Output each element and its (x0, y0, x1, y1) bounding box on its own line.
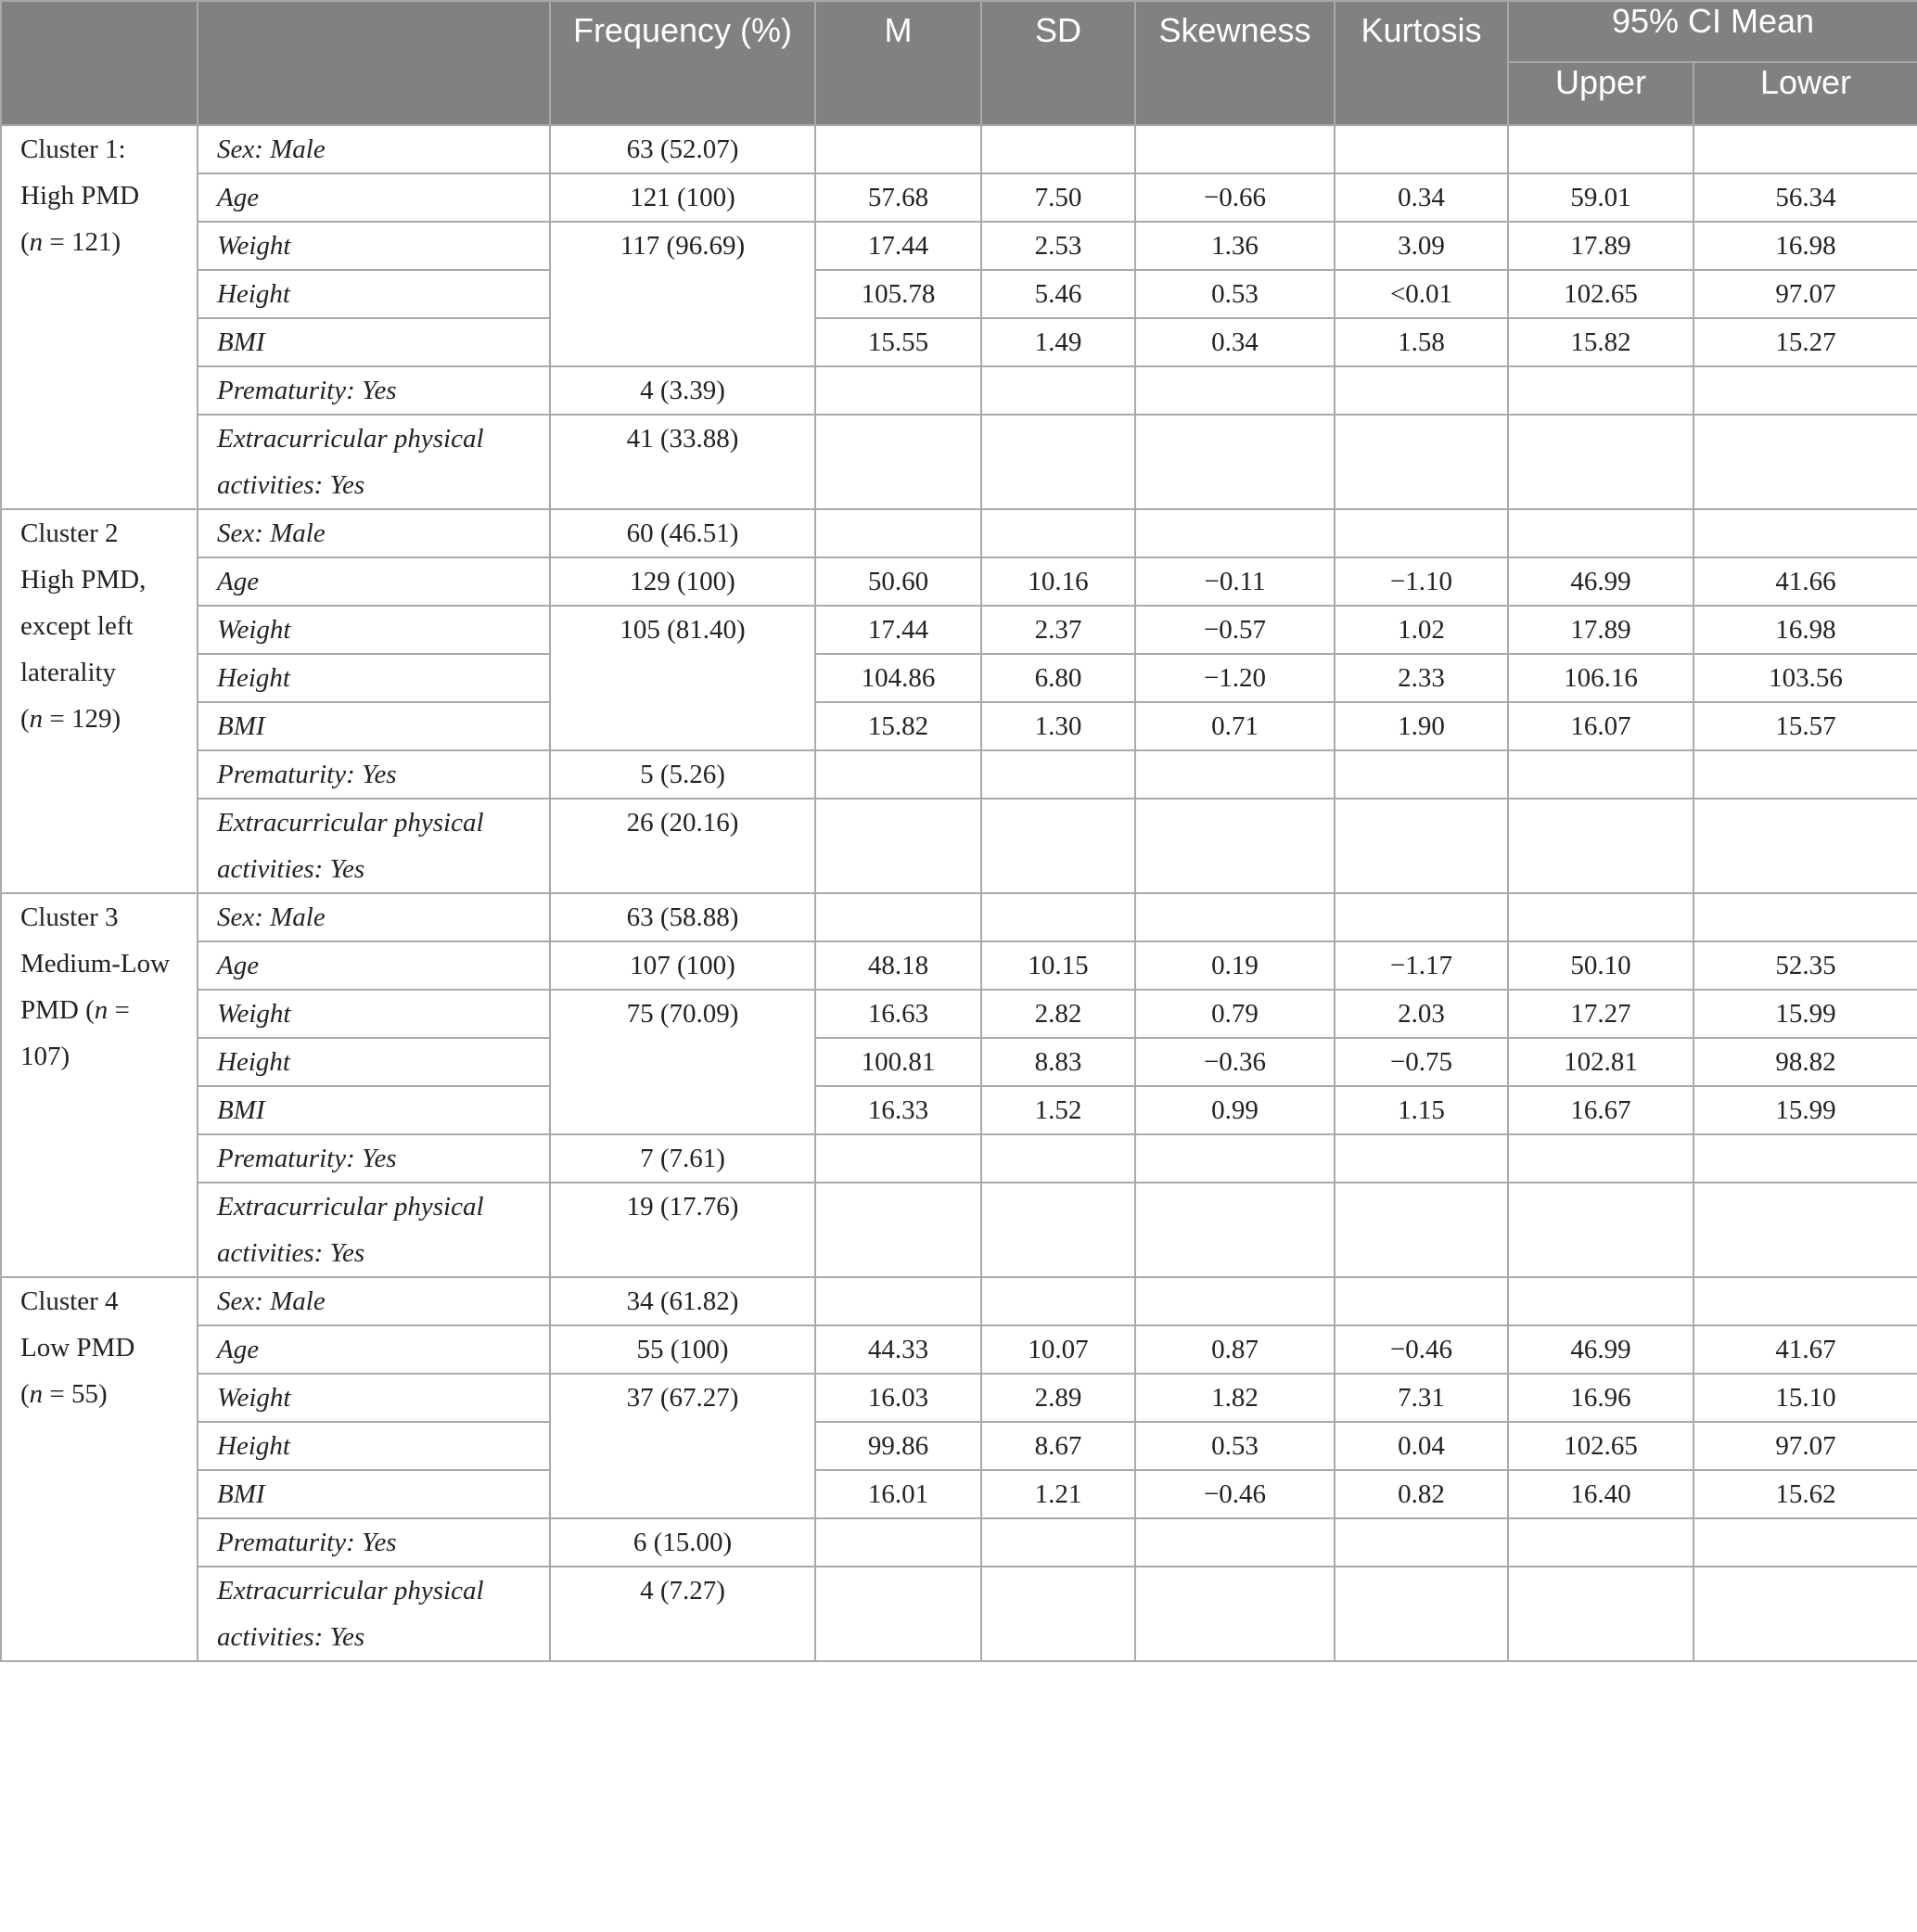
table-row (1, 1567, 1917, 1661)
kurt-cell: 0.34 (1335, 173, 1508, 222)
kurt-cell: 1.90 (1335, 702, 1508, 750)
kurt-cell: 0.04 (1335, 1422, 1508, 1470)
table-row (1, 1277, 1917, 1325)
frequency-cell: 6 (15.00) (550, 1518, 815, 1567)
upper-cell: 16.96 (1508, 1374, 1693, 1422)
cluster-label (1, 509, 198, 893)
variable-label: BMI (198, 702, 550, 750)
variable-label: Height (198, 270, 550, 318)
kurt-cell (1335, 893, 1508, 941)
cluster-n-line (20, 1371, 178, 1417)
kurt-cell (1335, 1567, 1508, 1661)
table-row (1, 750, 1917, 799)
variable-label: Prematurity: Yes (198, 750, 550, 799)
m-cell: 104.86 (815, 654, 981, 702)
lower-cell: 56.34 (1693, 173, 1917, 222)
variable-label: Sex: Male (198, 893, 550, 941)
table-row (1, 893, 1917, 941)
variable-label: Height (198, 1038, 550, 1086)
skew-cell (1135, 125, 1335, 173)
cluster-label-line: Cluster 2 (20, 518, 119, 548)
m-cell: 99.86 (815, 1422, 981, 1470)
skew-cell (1135, 509, 1335, 557)
table-row (1, 990, 1917, 1038)
header-blank-variable (198, 1, 550, 125)
m-cell (815, 1518, 981, 1567)
frequency-cell: 19 (17.76) (550, 1183, 815, 1277)
cluster-label-line: Cluster 1: (20, 134, 126, 164)
sd-cell (981, 799, 1135, 893)
kurt-cell: 2.03 (1335, 990, 1508, 1038)
kurt-cell (1335, 125, 1508, 173)
variable-label: Prematurity: Yes (198, 366, 550, 415)
frequency-cell: 41 (33.88) (550, 415, 815, 509)
sd-cell (981, 1567, 1135, 1661)
kurt-cell: 0.82 (1335, 1470, 1508, 1518)
upper-cell: 16.67 (1508, 1086, 1693, 1134)
skew-cell: −0.36 (1135, 1038, 1335, 1086)
cluster-n-value: = 129) (43, 704, 121, 734)
cluster-n-line (20, 696, 178, 742)
table-row (1, 941, 1917, 990)
variable-label-line: activities: Yes (217, 854, 365, 884)
upper-cell (1508, 1134, 1693, 1183)
m-cell (815, 1277, 981, 1325)
lower-cell (1693, 1567, 1917, 1661)
sd-cell (981, 1183, 1135, 1277)
cluster-n-symbol: n (29, 1379, 44, 1409)
kurt-cell: −1.17 (1335, 941, 1508, 990)
table-row (1, 557, 1917, 606)
m-cell (815, 125, 981, 173)
table-row (1, 654, 1917, 702)
skew-cell: −0.46 (1135, 1470, 1335, 1518)
table-row (1, 1518, 1917, 1567)
lower-cell: 15.99 (1693, 1086, 1917, 1134)
lower-cell (1693, 1277, 1917, 1325)
variable-label: Sex: Male (198, 1277, 550, 1325)
cluster-n-symbol: n (29, 704, 44, 734)
sd-cell (981, 415, 1135, 509)
header-upper: Upper (1508, 62, 1693, 125)
upper-cell (1508, 1518, 1693, 1567)
upper-cell: 17.27 (1508, 990, 1693, 1038)
header-ci-mean: 95% CI Mean (1508, 1, 1917, 62)
variable-label: BMI (198, 318, 550, 366)
lower-cell (1693, 366, 1917, 415)
variable-label-line: activities: Yes (217, 1622, 365, 1652)
sd-cell: 5.46 (981, 270, 1135, 318)
kurt-cell (1335, 366, 1508, 415)
skew-cell (1135, 415, 1335, 509)
upper-cell (1508, 1183, 1693, 1277)
frequency-cell: 63 (58.88) (550, 893, 815, 941)
table-row (1, 1325, 1917, 1374)
skew-cell: 0.34 (1135, 318, 1335, 366)
cluster-label-line: High PMD, (20, 565, 147, 595)
frequency-cell: 7 (7.61) (550, 1134, 815, 1183)
variable-label-line: activities: Yes (217, 1238, 365, 1268)
cluster-n-line (20, 987, 178, 1080)
lower-cell (1693, 1134, 1917, 1183)
m-cell: 44.33 (815, 1325, 981, 1374)
m-cell (815, 799, 981, 893)
m-cell: 48.18 (815, 941, 981, 990)
cluster-n-prefix: ( (20, 1379, 30, 1409)
sd-cell: 10.07 (981, 1325, 1135, 1374)
table-row (1, 1086, 1917, 1134)
m-cell (815, 415, 981, 509)
table-row (1, 606, 1917, 654)
m-cell: 105.78 (815, 270, 981, 318)
cluster-n-value: = 107) (20, 995, 130, 1071)
table-row (1, 270, 1917, 318)
upper-cell (1508, 893, 1693, 941)
lower-cell (1693, 893, 1917, 941)
variable-label-line: Extracurricular physical (217, 808, 484, 838)
table-row (1, 318, 1917, 366)
sd-cell: 6.80 (981, 654, 1135, 702)
kurt-cell: <0.01 (1335, 270, 1508, 318)
cluster-n-value: = 121) (43, 227, 121, 257)
frequency-cell: 26 (20.16) (550, 799, 815, 893)
skew-cell: 0.19 (1135, 941, 1335, 990)
kurt-cell (1335, 1518, 1508, 1567)
cluster-n-symbol: n (29, 227, 44, 257)
kurt-cell: −0.75 (1335, 1038, 1508, 1086)
table-row (1, 415, 1917, 509)
cluster-n-prefix: ( (20, 704, 30, 734)
table-row (1, 1374, 1917, 1422)
sd-cell: 2.37 (981, 606, 1135, 654)
upper-cell: 46.99 (1508, 557, 1693, 606)
m-cell (815, 750, 981, 799)
m-cell: 16.03 (815, 1374, 981, 1422)
m-cell (815, 893, 981, 941)
kurt-cell: 2.33 (1335, 654, 1508, 702)
variable-label-line: Extracurricular physical (217, 424, 484, 454)
cluster-label-line: except left (20, 611, 134, 641)
sd-cell: 1.49 (981, 318, 1135, 366)
frequency-cell: 55 (100) (550, 1325, 815, 1374)
kurt-cell (1335, 750, 1508, 799)
skew-cell: −1.20 (1135, 654, 1335, 702)
variable-label: Age (198, 941, 550, 990)
sd-cell: 1.52 (981, 1086, 1135, 1134)
upper-cell (1508, 1567, 1693, 1661)
upper-cell: 46.99 (1508, 1325, 1693, 1374)
frequency-cell: 34 (61.82) (550, 1277, 815, 1325)
lower-cell: 15.27 (1693, 318, 1917, 366)
lower-cell (1693, 415, 1917, 509)
skew-cell (1135, 1277, 1335, 1325)
header-skewness: Skewness (1135, 1, 1335, 125)
upper-cell (1508, 750, 1693, 799)
table-row (1, 1183, 1917, 1277)
header-m: M (815, 1, 981, 125)
lower-cell: 41.66 (1693, 557, 1917, 606)
frequency-cell: 63 (52.07) (550, 125, 815, 173)
sd-cell: 2.53 (981, 222, 1135, 270)
sd-cell (981, 1134, 1135, 1183)
lower-cell (1693, 1183, 1917, 1277)
lower-cell: 52.35 (1693, 941, 1917, 990)
sd-cell (981, 750, 1135, 799)
frequency-cell: 37 (67.27) (550, 1374, 815, 1518)
variable-label-line: Extracurricular physical (217, 1576, 484, 1606)
sd-cell (981, 366, 1135, 415)
kurt-cell (1335, 1277, 1508, 1325)
upper-cell: 59.01 (1508, 173, 1693, 222)
sd-cell: 1.21 (981, 1470, 1135, 1518)
variable-label: Weight (198, 606, 550, 654)
frequency-cell: 4 (3.39) (550, 366, 815, 415)
kurt-cell (1335, 1183, 1508, 1277)
upper-cell: 17.89 (1508, 606, 1693, 654)
kurt-cell (1335, 415, 1508, 509)
sd-cell: 10.15 (981, 941, 1135, 990)
variable-label: BMI (198, 1470, 550, 1518)
sd-cell: 1.30 (981, 702, 1135, 750)
skew-cell: −0.57 (1135, 606, 1335, 654)
lower-cell: 15.62 (1693, 1470, 1917, 1518)
cluster-label-line: Cluster 4 (20, 1286, 119, 1316)
m-cell: 15.55 (815, 318, 981, 366)
cluster-n-value: = 55) (43, 1379, 108, 1409)
m-cell (815, 1134, 981, 1183)
variable-label: Age (198, 557, 550, 606)
frequency-cell: 121 (100) (550, 173, 815, 222)
cluster-n-prefix: ( (20, 227, 30, 257)
variable-label: Sex: Male (198, 509, 550, 557)
lower-cell: 98.82 (1693, 1038, 1917, 1086)
lower-cell: 15.10 (1693, 1374, 1917, 1422)
lower-cell (1693, 509, 1917, 557)
m-cell: 16.33 (815, 1086, 981, 1134)
sd-cell (981, 1518, 1135, 1567)
lower-cell (1693, 750, 1917, 799)
sd-cell (981, 509, 1135, 557)
lower-cell: 97.07 (1693, 270, 1917, 318)
upper-cell (1508, 799, 1693, 893)
variable-label: Weight (198, 222, 550, 270)
frequency-cell: 107 (100) (550, 941, 815, 990)
variable-label (198, 415, 550, 509)
m-cell: 57.68 (815, 173, 981, 222)
table-row (1, 1038, 1917, 1086)
table-row (1, 366, 1917, 415)
lower-cell: 16.98 (1693, 222, 1917, 270)
variable-label (198, 799, 550, 893)
cluster-label-line: Cluster 3 (20, 902, 119, 932)
lower-cell: 16.98 (1693, 606, 1917, 654)
variable-label-line: Extracurricular physical (217, 1192, 484, 1222)
sd-cell (981, 125, 1135, 173)
upper-cell: 102.81 (1508, 1038, 1693, 1086)
skew-cell: 0.53 (1135, 270, 1335, 318)
skew-cell: 0.71 (1135, 702, 1335, 750)
cluster-label (1, 893, 198, 1277)
sd-cell: 2.82 (981, 990, 1135, 1038)
kurt-cell (1335, 799, 1508, 893)
skew-cell (1135, 799, 1335, 893)
header-sd: SD (981, 1, 1135, 125)
table-row (1, 702, 1917, 750)
lower-cell: 15.57 (1693, 702, 1917, 750)
frequency-cell: 75 (70.09) (550, 990, 815, 1134)
variable-label (198, 1183, 550, 1277)
kurt-cell (1335, 1134, 1508, 1183)
frequency-cell: 5 (5.26) (550, 750, 815, 799)
skew-cell: 0.79 (1135, 990, 1335, 1038)
kurt-cell: −0.46 (1335, 1325, 1508, 1374)
kurt-cell (1335, 509, 1508, 557)
sd-cell: 10.16 (981, 557, 1135, 606)
cluster-label (1, 125, 198, 509)
skew-cell (1135, 750, 1335, 799)
upper-cell: 16.07 (1508, 702, 1693, 750)
m-cell: 16.01 (815, 1470, 981, 1518)
cluster-label-line: laterality (20, 658, 117, 687)
lower-cell: 103.56 (1693, 654, 1917, 702)
variable-label: Prematurity: Yes (198, 1134, 550, 1183)
m-cell: 100.81 (815, 1038, 981, 1086)
upper-cell (1508, 415, 1693, 509)
sd-cell: 7.50 (981, 173, 1135, 222)
table-row (1, 1470, 1917, 1518)
header-blank-cluster (1, 1, 198, 125)
cluster-n-symbol: n (94, 995, 109, 1025)
variable-label: Weight (198, 1374, 550, 1422)
variable-label (198, 1567, 550, 1661)
cluster-label-line: Low PMD (20, 1333, 135, 1363)
upper-cell: 102.65 (1508, 1422, 1693, 1470)
skew-cell (1135, 893, 1335, 941)
lower-cell: 15.99 (1693, 990, 1917, 1038)
skew-cell: 0.87 (1135, 1325, 1335, 1374)
sd-cell (981, 893, 1135, 941)
upper-cell: 102.65 (1508, 270, 1693, 318)
upper-cell: 16.40 (1508, 1470, 1693, 1518)
skew-cell: −0.11 (1135, 557, 1335, 606)
skew-cell: 1.82 (1135, 1374, 1335, 1422)
upper-cell (1508, 509, 1693, 557)
frequency-cell: 4 (7.27) (550, 1567, 815, 1661)
skew-cell (1135, 1183, 1335, 1277)
table-row (1, 173, 1917, 222)
variable-label: Prematurity: Yes (198, 1518, 550, 1567)
lower-cell (1693, 1518, 1917, 1567)
table-row (1, 799, 1917, 893)
variable-label: Height (198, 654, 550, 702)
table-body (1, 125, 1917, 1661)
kurt-cell: 1.58 (1335, 318, 1508, 366)
lower-cell (1693, 799, 1917, 893)
kurt-cell: 7.31 (1335, 1374, 1508, 1422)
m-cell (815, 509, 981, 557)
upper-cell: 50.10 (1508, 941, 1693, 990)
m-cell (815, 1183, 981, 1277)
upper-cell (1508, 366, 1693, 415)
kurt-cell: 1.02 (1335, 606, 1508, 654)
header-lower: Lower (1693, 62, 1917, 125)
lower-cell: 97.07 (1693, 1422, 1917, 1470)
frequency-cell: 60 (46.51) (550, 509, 815, 557)
m-cell (815, 1567, 981, 1661)
upper-cell (1508, 125, 1693, 173)
header-frequency: Frequency (%) (550, 1, 815, 125)
skew-cell: −0.66 (1135, 173, 1335, 222)
m-cell: 17.44 (815, 606, 981, 654)
variable-label: Weight (198, 990, 550, 1038)
m-cell: 16.63 (815, 990, 981, 1038)
kurt-cell: 1.15 (1335, 1086, 1508, 1134)
kurt-cell: −1.10 (1335, 557, 1508, 606)
upper-cell: 106.16 (1508, 654, 1693, 702)
variable-label: BMI (198, 1086, 550, 1134)
cluster-label (1, 1277, 198, 1661)
sd-cell: 8.67 (981, 1422, 1135, 1470)
skew-cell (1135, 366, 1335, 415)
sd-cell: 8.83 (981, 1038, 1135, 1086)
table-row (1, 125, 1917, 173)
skew-cell: 0.99 (1135, 1086, 1335, 1134)
m-cell: 50.60 (815, 557, 981, 606)
table-row (1, 509, 1917, 557)
m-cell (815, 366, 981, 415)
upper-cell (1508, 1277, 1693, 1325)
skew-cell: 0.53 (1135, 1422, 1335, 1470)
sd-cell: 2.89 (981, 1374, 1135, 1422)
cluster-label-line: Medium-Low (20, 949, 171, 979)
variable-label: Height (198, 1422, 550, 1470)
cluster-n-line (20, 219, 178, 265)
kurt-cell: 3.09 (1335, 222, 1508, 270)
frequency-cell: 117 (96.69) (550, 222, 815, 366)
lower-cell (1693, 125, 1917, 173)
variable-label-line: activities: Yes (217, 470, 365, 500)
skew-cell: 1.36 (1135, 222, 1335, 270)
lower-cell: 41.67 (1693, 1325, 1917, 1374)
table-header (1, 1, 1917, 125)
variable-label: Age (198, 173, 550, 222)
table-row (1, 1422, 1917, 1470)
table-row (1, 222, 1917, 270)
variable-label: Age (198, 1325, 550, 1374)
upper-cell: 17.89 (1508, 222, 1693, 270)
skew-cell (1135, 1134, 1335, 1183)
frequency-cell: 129 (100) (550, 557, 815, 606)
cluster-label-line: High PMD (20, 181, 140, 211)
variable-label: Sex: Male (198, 125, 550, 173)
upper-cell: 15.82 (1508, 318, 1693, 366)
m-cell: 15.82 (815, 702, 981, 750)
m-cell: 17.44 (815, 222, 981, 270)
cluster-n-prefix: PMD ( (20, 995, 95, 1025)
table-row (1, 1134, 1917, 1183)
skew-cell (1135, 1518, 1335, 1567)
frequency-cell: 105 (81.40) (550, 606, 815, 750)
sd-cell (981, 1277, 1135, 1325)
header-kurtosis: Kurtosis (1335, 1, 1508, 125)
skew-cell (1135, 1567, 1335, 1661)
